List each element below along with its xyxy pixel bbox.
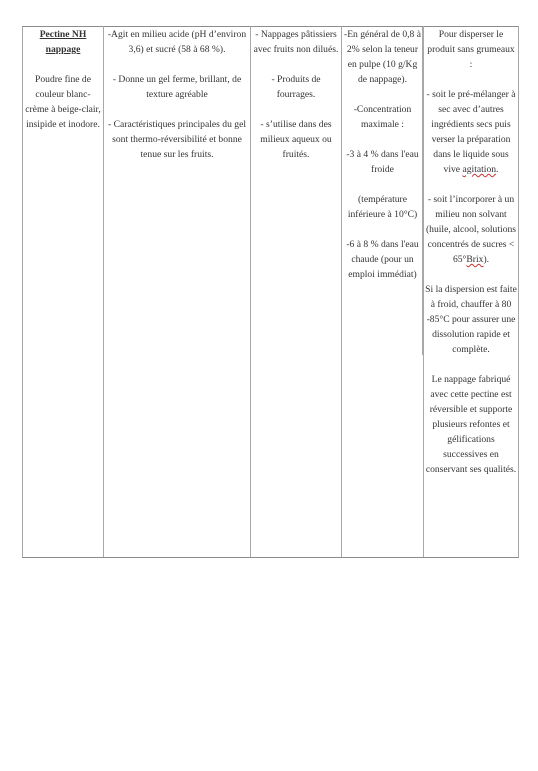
dosage-cold-temperature: (température inférieure à 10°C) — [347, 194, 418, 220]
product-title-line2: nappage — [45, 44, 81, 55]
usage-premix — [425, 87, 517, 177]
table-row — [23, 27, 519, 558]
usage-cell — [424, 27, 519, 558]
application-nappages: - Nappages pâtissiers avec fruits non dilués. — [253, 29, 339, 55]
property-gel-characteristics: - Caractéristiques principales du gel sont thermo-réversibilité et bonne tenue sur les fruits. — [108, 119, 246, 160]
usage-reversible: Le nappage fabriqué avec cette pectine est réversible et supporte plusieurs refontes et gélifications successives en conservant ses qualités. — [425, 374, 517, 475]
property-gel-texture: - Donne un gel ferme, brillant, de texture agréable — [112, 74, 242, 100]
dosage-cold-water: -3 à 4 % dans l'eau froide — [346, 149, 419, 175]
product-description: Poudre fine de couleur blanc-crème à beige-clair, insipide et inodore. — [25, 74, 101, 130]
product-name-cell — [23, 27, 104, 558]
spellcheck-word-agitation: agitation — [462, 164, 497, 175]
spacer — [343, 222, 422, 237]
spacer — [425, 357, 517, 372]
spacer — [343, 177, 422, 192]
spacer — [425, 267, 517, 282]
property-acid-medium: -Agit en milieu acide (pH d’environ 3,6) et sucré (58 à 68 %). — [107, 29, 247, 55]
spacer — [343, 132, 422, 147]
usage-premix-end: . — [496, 164, 499, 175]
spacer — [105, 57, 249, 72]
dosage-cell — [342, 27, 424, 558]
spacer — [105, 102, 249, 117]
usage-intro: Pour disperser le produit sans grumeaux : — [427, 29, 515, 70]
usage-non-solvent — [425, 192, 517, 267]
pectin-spec-table — [22, 26, 519, 558]
spacer — [425, 72, 517, 87]
spacer — [24, 57, 102, 72]
spacer — [343, 87, 422, 102]
usage-non-solvent-end: ). — [483, 254, 490, 265]
dosage-hot-water: -6 à 8 % dans l'eau chaude (pour un emploi immédiat) — [346, 239, 419, 280]
dosage-general: -En général de 0,8 à 2% selon la teneur en pulpe (10 g/Kg de nappage). — [344, 29, 421, 85]
usage-non-solvent-text: - soit l’incorporer à un milieu non solvant (huile, alcool, solutions concentrés de sucres < 65° — [425, 194, 517, 265]
application-milieux: - s’utilise dans des milieux aqueux ou fruités. — [260, 119, 332, 160]
product-title-line1: Pectine NH — [39, 29, 87, 40]
spacer — [252, 102, 340, 117]
spellcheck-word-brix: Brix — [466, 254, 484, 265]
usage-premix-text: - soit le pré-mélanger à sec avec d’autres ingrédients secs puis verser la préparation dans le liquide sous vive — [426, 89, 516, 175]
dosage-content — [343, 27, 423, 355]
properties-cell — [104, 27, 251, 558]
application-fourrages: - Produits de fourrages. — [271, 74, 321, 100]
applications-cell — [251, 27, 342, 558]
usage-cold-dispersion: Si la dispersion est faite à froid, chauffer à 80 -85°C pour assurer une dissolution rapide et complète. — [425, 284, 517, 355]
spacer — [425, 177, 517, 192]
dosage-max-label: -Concentration maximale : — [353, 104, 412, 130]
spacer — [252, 57, 340, 72]
